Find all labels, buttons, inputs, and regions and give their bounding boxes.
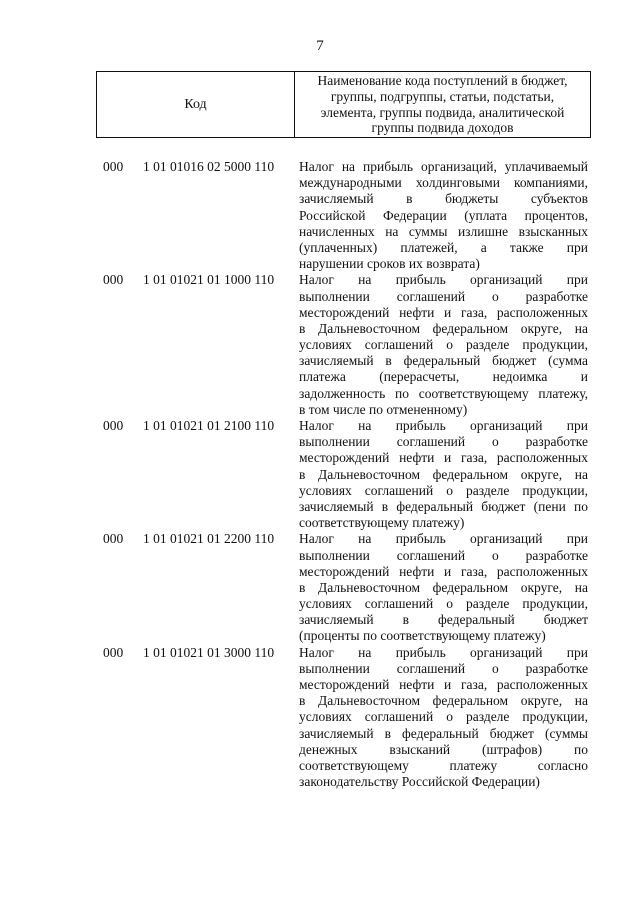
text-line: зачисляемый в федеральный бюджет (сумма: [299, 353, 588, 369]
text-line: условиях соглашений о разделе продукции,: [299, 596, 588, 612]
header-code-cell: Код: [97, 72, 295, 137]
text-line: в том числе по отмененному): [299, 401, 468, 417]
text-line: месторождений нефти и газа, расположенных: [299, 677, 588, 692]
revenue-name: [299, 645, 588, 791]
revenue-code: 1 01 01016 02 5000 110: [143, 159, 275, 174]
text-line: Налог на прибыль организаций при: [299, 644, 588, 660]
revenue-code: 1 01 01021 01 2200 110: [143, 531, 275, 547]
text-line: месторождений нефти и газа, расположенных: [299, 450, 588, 466]
text-line: зачисляемый в федеральный бюджет (пени по: [299, 498, 588, 514]
text-line: зачисляемый в бюджеты субъектов: [299, 191, 588, 207]
text-line: Налог на прибыль организаций при: [299, 531, 588, 547]
text-line: (проценты по соответствующему платежу): [299, 628, 546, 644]
table-header: [96, 71, 591, 138]
text-line: условиях соглашений о разделе продукции,: [299, 482, 588, 498]
text-line: выполнении соглашений о разработке: [299, 434, 588, 450]
codes-list: [0, 159, 640, 790]
list-item: [0, 418, 640, 531]
text-line: месторождений нефти и газа, расположенных: [299, 304, 588, 320]
text-line: в Дальневосточном федеральном округе, на: [299, 320, 588, 336]
admin-code: 000: [103, 644, 124, 660]
text-line: Налог на прибыль организаций при: [299, 418, 588, 433]
text-line: в Дальневосточном федеральном округе, на: [299, 693, 588, 709]
list-item: [0, 159, 640, 272]
list-item: [0, 272, 640, 418]
text-line: нарушении сроков их возврата): [299, 256, 480, 272]
list-item: [0, 645, 640, 791]
text-line: в Дальневосточном федеральном округе, на: [299, 579, 588, 595]
text-line: зачисляемый в федеральный бюджет (суммы: [299, 725, 588, 741]
revenue-name: [299, 418, 588, 531]
text-line: международными холдинговыми компаниями,: [299, 175, 588, 191]
revenue-code: 1 01 01021 01 2100 110: [143, 418, 275, 433]
text-line: законодательству Российской Федерации): [299, 774, 540, 790]
text-line: Налог на прибыль организаций, уплачиваемый: [299, 159, 588, 174]
text-line: (уплаченных) платежей, а также при: [299, 239, 588, 255]
text-line: выполнении соглашений о разработке: [299, 288, 588, 304]
admin-code: 000: [103, 531, 124, 547]
page-number: 7: [316, 38, 324, 54]
text-line: задолженность по соответствующему платежу,: [299, 385, 588, 401]
revenue-name: [299, 531, 588, 644]
text-line: выполнении соглашений о разработке: [299, 547, 588, 563]
revenue-name: [299, 159, 588, 272]
text-line: платежа (перерасчеты, недоимка и: [299, 369, 588, 385]
text-line: денежных взысканий (штрафов) по: [299, 741, 588, 757]
revenue-name: [299, 272, 588, 418]
text-line: зачисляемый в федеральный бюджет: [299, 612, 588, 628]
text-line: Налог на прибыль организаций при: [299, 272, 588, 288]
admin-code: 000: [103, 418, 124, 433]
text-line: выполнении соглашений о разработке: [299, 660, 588, 676]
list-item: [0, 531, 640, 644]
text-line: Российской Федерации (уплата процентов,: [299, 207, 588, 223]
revenue-code: 1 01 01021 01 1000 110: [143, 272, 275, 288]
admin-code: 000: [103, 159, 124, 174]
text-line: месторождений нефти и газа, расположенных: [299, 563, 588, 579]
text-line: условиях соглашений о разделе продукции,: [299, 337, 588, 353]
text-line: в Дальневосточном федеральном округе, на: [299, 466, 588, 482]
text-line: соответствующему платежу согласно: [299, 757, 588, 773]
text-line: условиях соглашений о разделе продукции,: [299, 709, 588, 725]
text-line: соответствующему платежу): [299, 515, 465, 531]
admin-code: 000: [103, 272, 124, 288]
revenue-code: 1 01 01021 01 3000 110: [143, 644, 275, 660]
header-name-cell: Наименование кода поступлений в бюджет, группы, подгруппы, статьи, подстатьи, элемента, группы подвида, аналитической группы подвида доходов: [317, 72, 568, 136]
text-line: начисленных на суммы излишне взысканных: [299, 223, 588, 239]
